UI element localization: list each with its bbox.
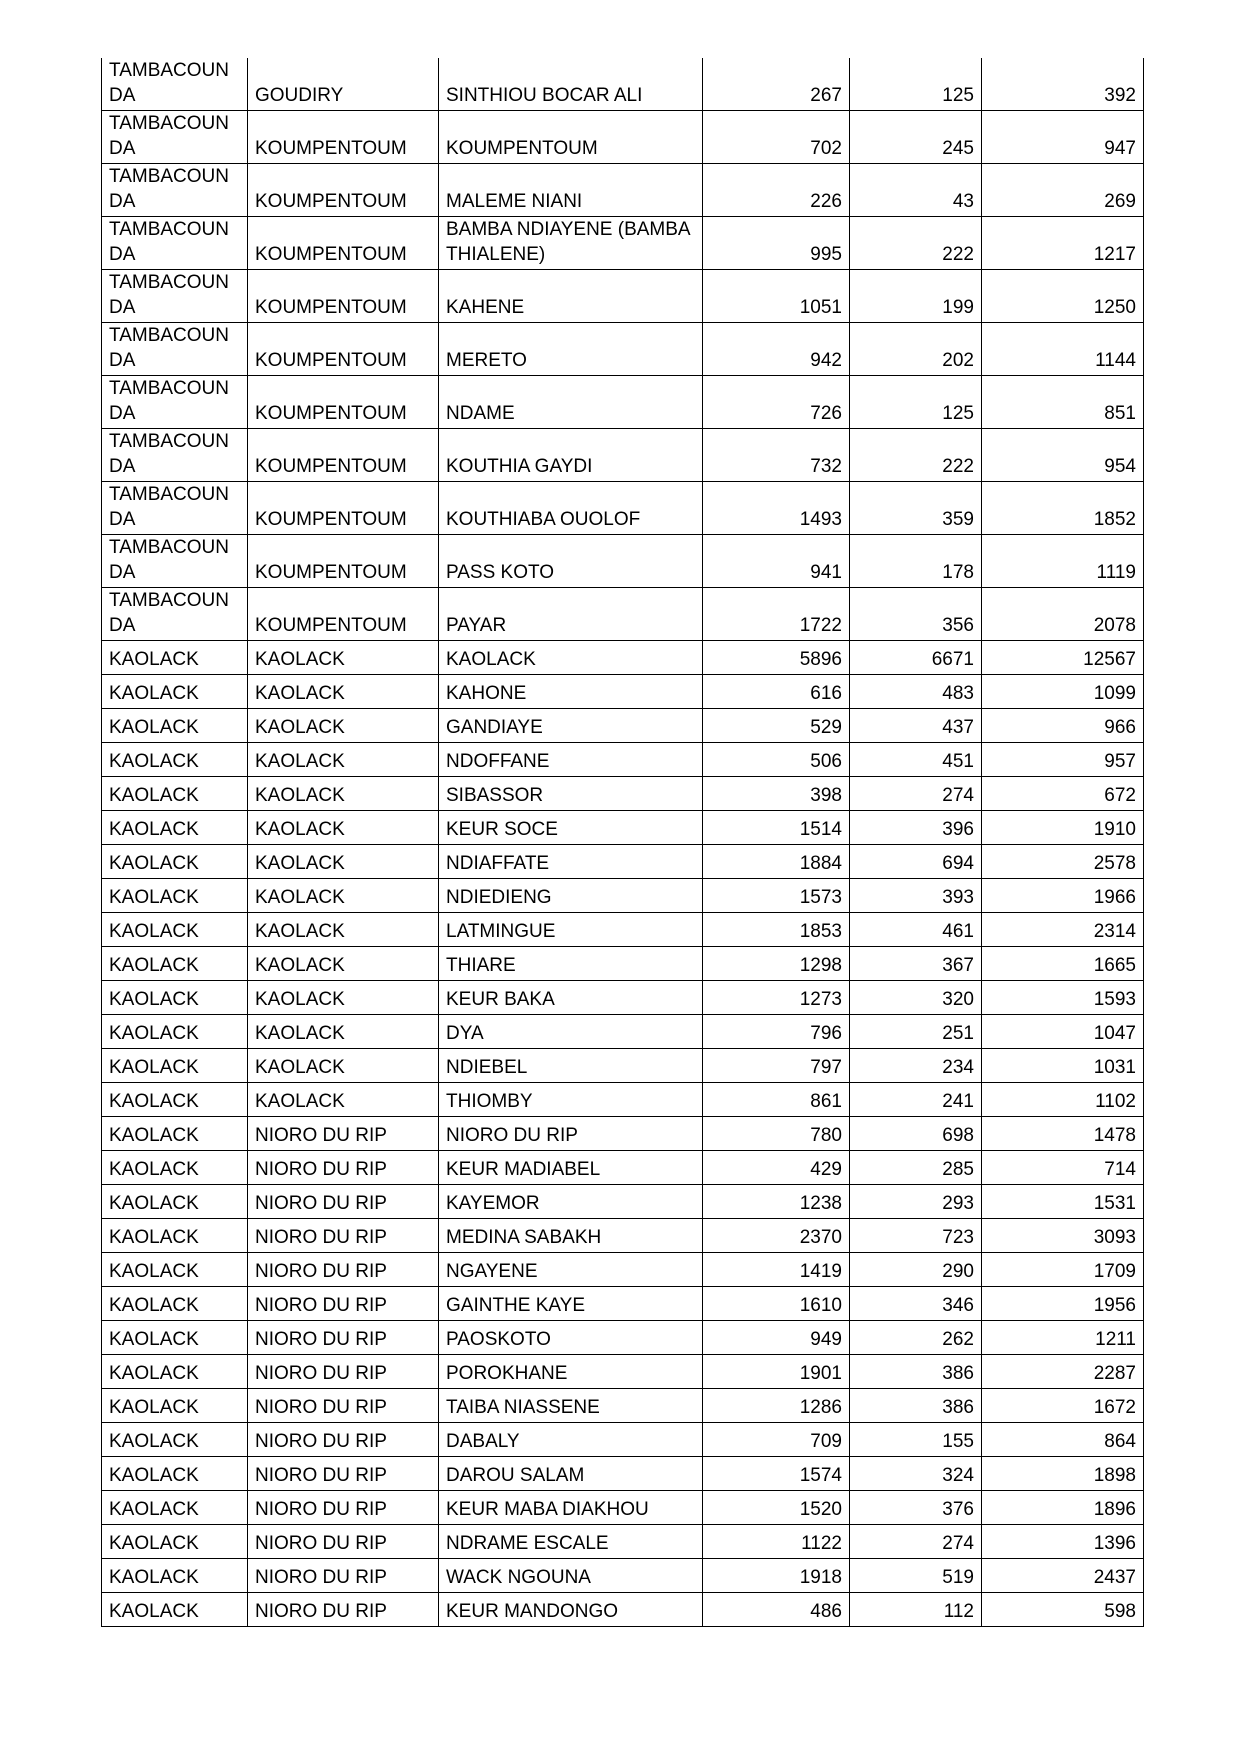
department-cell: KOUMPENTOUM	[248, 588, 439, 641]
total-cell: 947	[982, 111, 1144, 164]
value-1-cell: 2370	[703, 1219, 850, 1253]
department-cell: NIORO DU RIP	[248, 1253, 439, 1287]
value-2-cell: 461	[850, 913, 982, 947]
department-cell: NIORO DU RIP	[248, 1219, 439, 1253]
value-1-cell: 941	[703, 535, 850, 588]
commune-cell: NDAME	[439, 376, 703, 429]
value-2-cell: 386	[850, 1389, 982, 1423]
total-cell: 1144	[982, 323, 1144, 376]
commune-cell: WACK NGOUNA	[439, 1559, 703, 1593]
commune-cell: GANDIAYE	[439, 709, 703, 743]
value-1-cell: 1286	[703, 1389, 850, 1423]
value-2-cell: 386	[850, 1355, 982, 1389]
total-cell: 1966	[982, 879, 1144, 913]
value-1-cell: 1238	[703, 1185, 850, 1219]
value-2-cell: 285	[850, 1151, 982, 1185]
commune-cell: BAMBA NDIAYENE (BAMBA THIALENE)	[439, 217, 703, 270]
table-row	[102, 164, 1144, 217]
value-2-cell: 125	[850, 376, 982, 429]
region-cell: KAOLACK	[102, 1015, 248, 1049]
value-1-cell: 1514	[703, 811, 850, 845]
value-2-cell: 274	[850, 777, 982, 811]
commune-cell: SIBASSOR	[439, 777, 703, 811]
department-cell: NIORO DU RIP	[248, 1389, 439, 1423]
commune-cell: DYA	[439, 1015, 703, 1049]
department-cell: KAOLACK	[248, 845, 439, 879]
value-2-cell: 393	[850, 879, 982, 913]
table-row	[102, 1015, 1144, 1049]
total-cell: 12567	[982, 641, 1144, 675]
commune-cell: MEDINA SABAKH	[439, 1219, 703, 1253]
total-cell: 1119	[982, 535, 1144, 588]
region-cell: KAOLACK	[102, 675, 248, 709]
total-cell: 1396	[982, 1525, 1144, 1559]
department-cell: NIORO DU RIP	[248, 1457, 439, 1491]
region-cell: KAOLACK	[102, 879, 248, 913]
value-1-cell: 506	[703, 743, 850, 777]
value-1-cell: 267	[703, 58, 850, 111]
department-cell: NIORO DU RIP	[248, 1321, 439, 1355]
commune-cell: MERETO	[439, 323, 703, 376]
total-cell: 2578	[982, 845, 1144, 879]
department-cell: KAOLACK	[248, 777, 439, 811]
department-cell: NIORO DU RIP	[248, 1355, 439, 1389]
table-row	[102, 58, 1144, 111]
department-cell: KAOLACK	[248, 1015, 439, 1049]
commune-cell: PASS KOTO	[439, 535, 703, 588]
department-cell: KAOLACK	[248, 947, 439, 981]
region-cell: TAMBACOUNDA	[102, 588, 248, 641]
total-cell: 1593	[982, 981, 1144, 1015]
value-1-cell: 726	[703, 376, 850, 429]
value-2-cell: 155	[850, 1423, 982, 1457]
department-cell: KOUMPENTOUM	[248, 270, 439, 323]
value-2-cell: 202	[850, 323, 982, 376]
total-cell: 1031	[982, 1049, 1144, 1083]
total-cell: 1250	[982, 270, 1144, 323]
value-2-cell: 251	[850, 1015, 982, 1049]
value-2-cell: 43	[850, 164, 982, 217]
value-2-cell: 125	[850, 58, 982, 111]
value-2-cell: 262	[850, 1321, 982, 1355]
commune-cell: NDIAFFATE	[439, 845, 703, 879]
value-1-cell: 1122	[703, 1525, 850, 1559]
region-cell: KAOLACK	[102, 1151, 248, 1185]
region-cell: KAOLACK	[102, 913, 248, 947]
value-1-cell: 995	[703, 217, 850, 270]
commune-cell: POROKHANE	[439, 1355, 703, 1389]
department-cell: KOUMPENTOUM	[248, 164, 439, 217]
value-1-cell: 486	[703, 1593, 850, 1627]
data-table-page	[101, 58, 1144, 1627]
commune-cell: KEUR MADIABEL	[439, 1151, 703, 1185]
region-cell: KAOLACK	[102, 1049, 248, 1083]
department-cell: KAOLACK	[248, 675, 439, 709]
table-row	[102, 1185, 1144, 1219]
region-cell: TAMBACOUNDA	[102, 323, 248, 376]
table-row	[102, 1117, 1144, 1151]
region-cell: KAOLACK	[102, 1185, 248, 1219]
department-cell: NIORO DU RIP	[248, 1423, 439, 1457]
region-cell: TAMBACOUNDA	[102, 429, 248, 482]
total-cell: 864	[982, 1423, 1144, 1457]
table-row	[102, 913, 1144, 947]
department-cell: KOUMPENTOUM	[248, 482, 439, 535]
total-cell: 1665	[982, 947, 1144, 981]
value-2-cell: 222	[850, 217, 982, 270]
value-1-cell: 529	[703, 709, 850, 743]
value-1-cell: 949	[703, 1321, 850, 1355]
value-2-cell: 346	[850, 1287, 982, 1321]
commune-cell: KOUTHIA GAYDI	[439, 429, 703, 482]
commune-cell: NDIEBEL	[439, 1049, 703, 1083]
total-cell: 1047	[982, 1015, 1144, 1049]
total-cell: 1531	[982, 1185, 1144, 1219]
value-2-cell: 320	[850, 981, 982, 1015]
table-row	[102, 323, 1144, 376]
department-cell: KAOLACK	[248, 641, 439, 675]
table-row	[102, 981, 1144, 1015]
region-cell: KAOLACK	[102, 743, 248, 777]
commune-cell: LATMINGUE	[439, 913, 703, 947]
commune-cell: DABALY	[439, 1423, 703, 1457]
total-cell: 851	[982, 376, 1144, 429]
value-2-cell: 293	[850, 1185, 982, 1219]
region-cell: KAOLACK	[102, 709, 248, 743]
value-1-cell: 1722	[703, 588, 850, 641]
region-cell: KAOLACK	[102, 1491, 248, 1525]
department-cell: KOUMPENTOUM	[248, 111, 439, 164]
value-1-cell: 1610	[703, 1287, 850, 1321]
table-row	[102, 1287, 1144, 1321]
total-cell: 1896	[982, 1491, 1144, 1525]
region-cell: KAOLACK	[102, 1423, 248, 1457]
department-cell: NIORO DU RIP	[248, 1525, 439, 1559]
total-cell: 1099	[982, 675, 1144, 709]
commune-cell: PAYAR	[439, 588, 703, 641]
commune-cell: KAOLACK	[439, 641, 703, 675]
table-row	[102, 217, 1144, 270]
region-cell: TAMBACOUNDA	[102, 164, 248, 217]
department-cell: KAOLACK	[248, 981, 439, 1015]
table-row	[102, 270, 1144, 323]
commune-cell: NIORO DU RIP	[439, 1117, 703, 1151]
table-row	[102, 1457, 1144, 1491]
table-row	[102, 1423, 1144, 1457]
total-cell: 392	[982, 58, 1144, 111]
region-cell: TAMBACOUNDA	[102, 58, 248, 111]
table-row	[102, 588, 1144, 641]
total-cell: 1709	[982, 1253, 1144, 1287]
value-2-cell: 376	[850, 1491, 982, 1525]
commune-cell: SINTHIOU BOCAR ALI	[439, 58, 703, 111]
commune-cell: NDOFFANE	[439, 743, 703, 777]
region-cell: TAMBACOUNDA	[102, 482, 248, 535]
total-cell: 1852	[982, 482, 1144, 535]
value-2-cell: 359	[850, 482, 982, 535]
commune-cell: KEUR SOCE	[439, 811, 703, 845]
department-cell: KAOLACK	[248, 1083, 439, 1117]
table-row	[102, 1559, 1144, 1593]
value-1-cell: 1419	[703, 1253, 850, 1287]
department-cell: NIORO DU RIP	[248, 1491, 439, 1525]
department-cell: KAOLACK	[248, 709, 439, 743]
department-cell: KOUMPENTOUM	[248, 376, 439, 429]
region-cell: KAOLACK	[102, 1593, 248, 1627]
value-1-cell: 702	[703, 111, 850, 164]
table-row	[102, 845, 1144, 879]
value-1-cell: 1051	[703, 270, 850, 323]
department-cell: NIORO DU RIP	[248, 1593, 439, 1627]
value-1-cell: 780	[703, 1117, 850, 1151]
region-cell: TAMBACOUNDA	[102, 217, 248, 270]
value-1-cell: 226	[703, 164, 850, 217]
region-cell: KAOLACK	[102, 641, 248, 675]
table-row	[102, 1083, 1144, 1117]
region-cell: KAOLACK	[102, 811, 248, 845]
value-2-cell: 324	[850, 1457, 982, 1491]
data-table	[101, 58, 1144, 1627]
commune-cell: KEUR MABA DIAKHOU	[439, 1491, 703, 1525]
value-2-cell: 222	[850, 429, 982, 482]
value-2-cell: 245	[850, 111, 982, 164]
total-cell: 1956	[982, 1287, 1144, 1321]
value-1-cell: 1574	[703, 1457, 850, 1491]
value-1-cell: 1493	[703, 482, 850, 535]
table-row	[102, 811, 1144, 845]
value-1-cell: 616	[703, 675, 850, 709]
department-cell: KOUMPENTOUM	[248, 217, 439, 270]
table-row	[102, 376, 1144, 429]
commune-cell: DAROU SALAM	[439, 1457, 703, 1491]
value-2-cell: 519	[850, 1559, 982, 1593]
total-cell: 957	[982, 743, 1144, 777]
region-cell: KAOLACK	[102, 947, 248, 981]
value-1-cell: 796	[703, 1015, 850, 1049]
table-row	[102, 1253, 1144, 1287]
value-1-cell: 797	[703, 1049, 850, 1083]
value-1-cell: 1884	[703, 845, 850, 879]
value-2-cell: 356	[850, 588, 982, 641]
department-cell: KAOLACK	[248, 913, 439, 947]
table-row	[102, 111, 1144, 164]
commune-cell: KOUTHIABA OUOLOF	[439, 482, 703, 535]
table-row	[102, 1525, 1144, 1559]
value-2-cell: 367	[850, 947, 982, 981]
value-2-cell: 723	[850, 1219, 982, 1253]
value-1-cell: 1520	[703, 1491, 850, 1525]
total-cell: 1217	[982, 217, 1144, 270]
value-2-cell: 698	[850, 1117, 982, 1151]
table-row	[102, 535, 1144, 588]
total-cell: 2314	[982, 913, 1144, 947]
total-cell: 3093	[982, 1219, 1144, 1253]
table-row	[102, 429, 1144, 482]
table-row	[102, 1321, 1144, 1355]
region-cell: KAOLACK	[102, 1083, 248, 1117]
commune-cell: GAINTHE KAYE	[439, 1287, 703, 1321]
total-cell: 672	[982, 777, 1144, 811]
total-cell: 269	[982, 164, 1144, 217]
table-row	[102, 1151, 1144, 1185]
table-body	[102, 58, 1144, 1627]
department-cell: NIORO DU RIP	[248, 1151, 439, 1185]
department-cell: NIORO DU RIP	[248, 1185, 439, 1219]
value-1-cell: 942	[703, 323, 850, 376]
value-2-cell: 396	[850, 811, 982, 845]
commune-cell: PAOSKOTO	[439, 1321, 703, 1355]
region-cell: KAOLACK	[102, 777, 248, 811]
region-cell: TAMBACOUNDA	[102, 535, 248, 588]
region-cell: TAMBACOUNDA	[102, 376, 248, 429]
value-2-cell: 199	[850, 270, 982, 323]
value-2-cell: 234	[850, 1049, 982, 1083]
region-cell: KAOLACK	[102, 1253, 248, 1287]
value-1-cell: 709	[703, 1423, 850, 1457]
commune-cell: KEUR BAKA	[439, 981, 703, 1015]
commune-cell: KEUR MANDONGO	[439, 1593, 703, 1627]
region-cell: KAOLACK	[102, 1287, 248, 1321]
value-2-cell: 451	[850, 743, 982, 777]
commune-cell: TAIBA NIASSENE	[439, 1389, 703, 1423]
total-cell: 2078	[982, 588, 1144, 641]
region-cell: TAMBACOUNDA	[102, 111, 248, 164]
department-cell: KAOLACK	[248, 743, 439, 777]
total-cell: 1211	[982, 1321, 1144, 1355]
table-row	[102, 743, 1144, 777]
value-2-cell: 112	[850, 1593, 982, 1627]
value-2-cell: 437	[850, 709, 982, 743]
value-2-cell: 6671	[850, 641, 982, 675]
total-cell: 1898	[982, 1457, 1144, 1491]
value-1-cell: 429	[703, 1151, 850, 1185]
table-row	[102, 1389, 1144, 1423]
region-cell: KAOLACK	[102, 845, 248, 879]
total-cell: 1910	[982, 811, 1144, 845]
value-2-cell: 178	[850, 535, 982, 588]
value-1-cell: 732	[703, 429, 850, 482]
commune-cell: KOUMPENTOUM	[439, 111, 703, 164]
commune-cell: NDRAME ESCALE	[439, 1525, 703, 1559]
total-cell: 1102	[982, 1083, 1144, 1117]
value-1-cell: 5896	[703, 641, 850, 675]
table-row	[102, 1593, 1144, 1627]
region-cell: KAOLACK	[102, 1457, 248, 1491]
table-row	[102, 641, 1144, 675]
table-row	[102, 1049, 1144, 1083]
department-cell: NIORO DU RIP	[248, 1287, 439, 1321]
department-cell: GOUDIRY	[248, 58, 439, 111]
value-1-cell: 1918	[703, 1559, 850, 1593]
commune-cell: THIOMBY	[439, 1083, 703, 1117]
table-row	[102, 1219, 1144, 1253]
table-row	[102, 709, 1144, 743]
region-cell: KAOLACK	[102, 1355, 248, 1389]
department-cell: KAOLACK	[248, 811, 439, 845]
region-cell: KAOLACK	[102, 981, 248, 1015]
department-cell: KAOLACK	[248, 879, 439, 913]
value-1-cell: 1901	[703, 1355, 850, 1389]
commune-cell: MALEME NIANI	[439, 164, 703, 217]
total-cell: 966	[982, 709, 1144, 743]
commune-cell: KAYEMOR	[439, 1185, 703, 1219]
table-row	[102, 777, 1144, 811]
total-cell: 2437	[982, 1559, 1144, 1593]
table-row	[102, 879, 1144, 913]
value-2-cell: 483	[850, 675, 982, 709]
value-1-cell: 861	[703, 1083, 850, 1117]
value-2-cell: 241	[850, 1083, 982, 1117]
commune-cell: KAHENE	[439, 270, 703, 323]
table-row	[102, 947, 1144, 981]
region-cell: TAMBACOUNDA	[102, 270, 248, 323]
total-cell: 1672	[982, 1389, 1144, 1423]
total-cell: 1478	[982, 1117, 1144, 1151]
department-cell: KOUMPENTOUM	[248, 535, 439, 588]
value-2-cell: 290	[850, 1253, 982, 1287]
value-1-cell: 1298	[703, 947, 850, 981]
region-cell: KAOLACK	[102, 1219, 248, 1253]
value-1-cell: 1853	[703, 913, 850, 947]
region-cell: KAOLACK	[102, 1321, 248, 1355]
department-cell: KAOLACK	[248, 1049, 439, 1083]
commune-cell: NGAYENE	[439, 1253, 703, 1287]
total-cell: 954	[982, 429, 1144, 482]
region-cell: KAOLACK	[102, 1525, 248, 1559]
commune-cell: THIARE	[439, 947, 703, 981]
total-cell: 2287	[982, 1355, 1144, 1389]
department-cell: NIORO DU RIP	[248, 1559, 439, 1593]
table-row	[102, 482, 1144, 535]
table-row	[102, 675, 1144, 709]
table-row	[102, 1355, 1144, 1389]
department-cell: KOUMPENTOUM	[248, 323, 439, 376]
value-2-cell: 694	[850, 845, 982, 879]
commune-cell: NDIEDIENG	[439, 879, 703, 913]
value-1-cell: 1573	[703, 879, 850, 913]
region-cell: KAOLACK	[102, 1389, 248, 1423]
region-cell: KAOLACK	[102, 1559, 248, 1593]
value-1-cell: 1273	[703, 981, 850, 1015]
value-1-cell: 398	[703, 777, 850, 811]
region-cell: KAOLACK	[102, 1117, 248, 1151]
department-cell: KOUMPENTOUM	[248, 429, 439, 482]
value-2-cell: 274	[850, 1525, 982, 1559]
total-cell: 714	[982, 1151, 1144, 1185]
commune-cell: KAHONE	[439, 675, 703, 709]
department-cell: NIORO DU RIP	[248, 1117, 439, 1151]
table-row	[102, 1491, 1144, 1525]
total-cell: 598	[982, 1593, 1144, 1627]
